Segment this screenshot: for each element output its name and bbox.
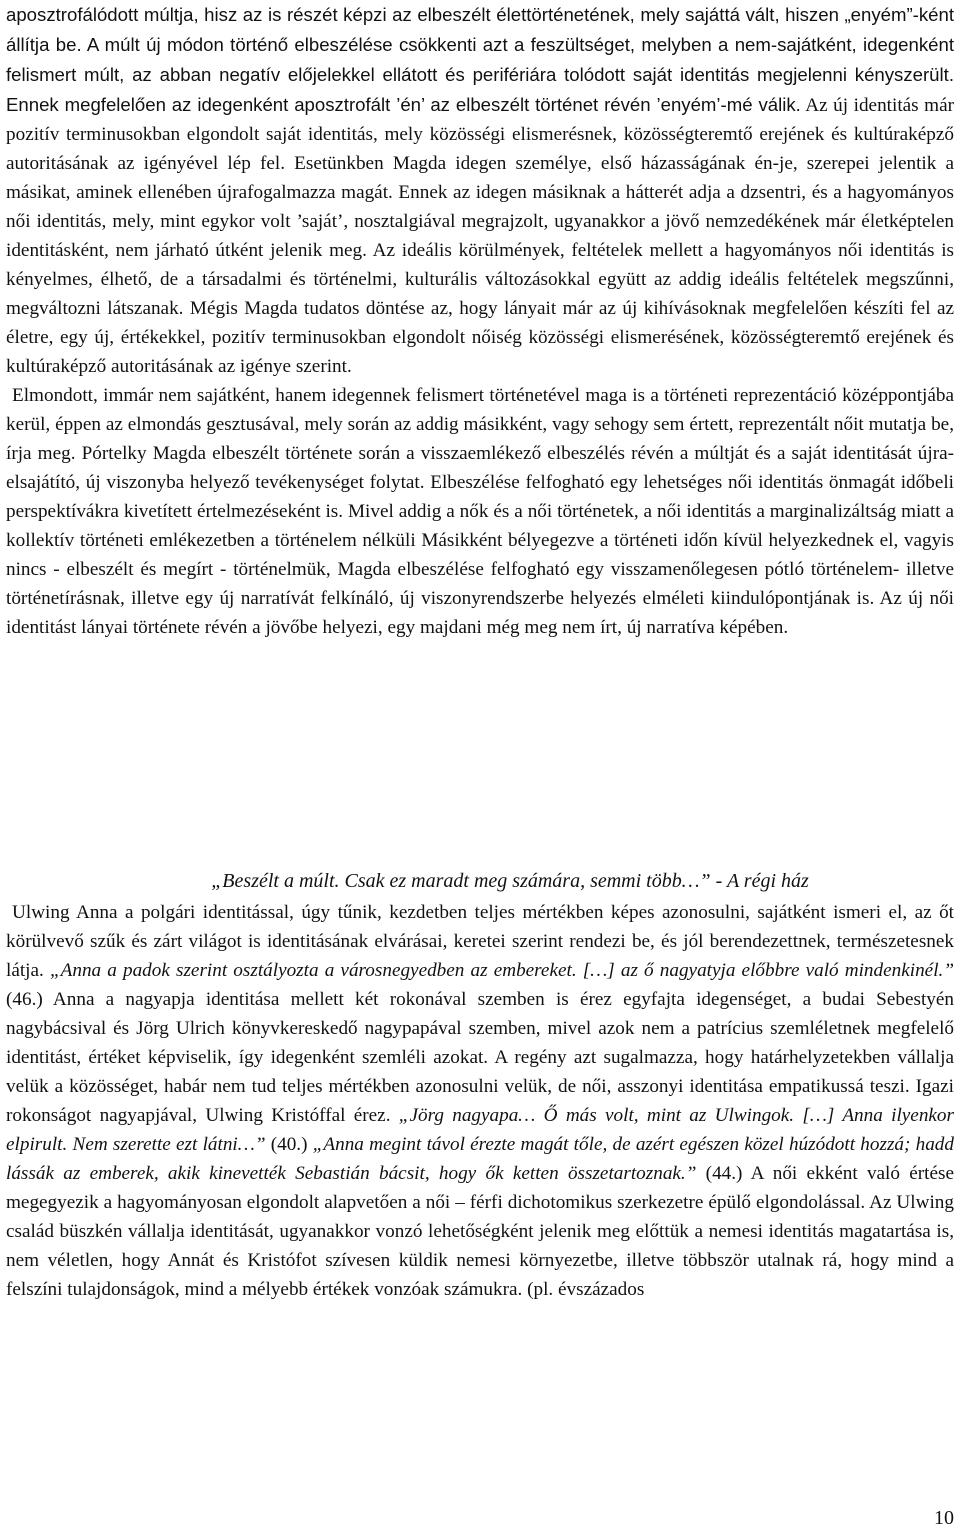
quote: „Anna a padok szerint osztályozta a városnegyedben az embereket. […] az ő nagyatyja előbbre való mindenkinél.” xyxy=(49,960,954,981)
serif-text-run: Esetünkben Magda idegen személye, első házasságának én-je, szerepei jelentik a másikat, aminek ellenében újrafogalmazza magát. Ennek az idegen másiknak a hátterét adja a dzsentri, és a hagyományos női identitás, mely, mint egykor volt ’saját’, nosztalgiával megrajzolt, ugyanakkor a jövő nemzedékének már életképtelen identitásként, nem járható útként jelenik meg. Az ideális körülmények, feltételek mellett a hagyományos női identitás is kényelmes, élhető, de a társadalmi és történelmi, kulturális változásokkal együtt az addig ideális feltételek megszűnni, megváltozni látszanak. Mégis Magda tudatos döntése az, hogy lányait már az új kihívásoknak megfelelően készíti fel az életre, egy új, értékekkel, pozitív terminusokban elgondolt nőiség közösségi elismerésének, közösségteremtő erejének és kultúraképző autoritásának az igénye szerint. xyxy=(6,153,954,377)
section-heading-text: „Beszélt a múlt. Csak ez maradt meg számára, semmi több…” - A régi ház xyxy=(211,870,809,892)
body-paragraph-1 xyxy=(6,0,954,642)
section-heading xyxy=(0,867,960,895)
quote: „Jörg nagyapa… Ő más volt, mint az Ulwingok. […] Anna ilyenkor elpirult. Nem szerette ezt látni…” xyxy=(6,1105,954,1155)
quote: „Anna megint távol érezte magát tőle, de azért egészen közel húzódott hozzá; hadd lássák az emberek, akik kinevették Sebastián bácsit, hogy ők ketten összetartoznak.” xyxy=(6,1134,954,1184)
text-run: (46.) Anna a nagyapja identitása mellett két rokonával szemben is érez egyfajta idegenséget, a budai Sebestyén nagybácsival és Jörg Ulrich könyvkereskedő nagypapával szemben, mivel azok nem a patrícius szemléletnek megfelelő identitást, értéket képviselik, így idegenként szemléli azokat. A regény azt sugalmazza, hogy határhelyzetekben vállalja velük a közösséget, habár nem tud teljes mértékben azonosulni velük, de női, asszonyi identitása empatikussá teszi. Igazi rokonságot nagyapjával, Ulwing Kristóffal érez. xyxy=(6,989,954,1126)
body-paragraph-2 xyxy=(6,898,954,1304)
sans-text-run: aposztrofálódott múltja, hisz az is részét képzi az elbeszélt élettörténetének, mely sajáttá vált, hiszen „enyém”-ként állítja be. A múlt új módon történő elbeszélése csökkenti azt a feszültséget, melyben a nem-sajátként, idegenként felismert múlt, az abban negatív előjelekkel ellátott és perifériára tolódott saját identitás megjelenni kényszerült. Ennek megfelelően az idegenként aposztrofált ’én’ az elbeszélt történet révén ’enyém’-mé válik. xyxy=(6,4,954,115)
serif-text-run: Elmondott, immár nem sajátként, hanem idegennek felismert történetével maga is a történeti reprezentáció középpontjába kerül, éppen az elmondás gesztusával, mely során az addig másikként, vagy sehogy sem értett, reprezentált nőit mutatja be, írja meg. Pórtelky Magda elbeszélt története során a visszaemlékező elbeszélés révén a múltját és a saját identitását újra-elsajátító, új viszonyba helyező tevékenységet folytat. Elbeszélése felfogható egy lehetséges női identitás önmagát időbeli perspektívákra kivetített értelmezéseként is. Mivel addig a nők és a női történetek, a női identitás a marginalizáltság miatt a kollektív történeti emlékezetben a történelem nélküli Másikként bélyegezve a történeti időn kívül helyezkednek el, vagyis nincs - elbeszélt és megírt - történelmük, Magda elbeszélése felfogható egy visszamenőlegesen pótló történelem- illetve történetírásnak, illetve egy új narratívát felkínáló, új viszonyrendszerbe helyezés elméleti kiindulópontjának is. Az új női identitást lányai története révén a jövőbe helyezi, egy majdani még meg nem írt, új narratíva képében. xyxy=(6,385,954,638)
text-run: (44.) A női ekként való értése megegyezik a hagyományosan elgondolt alapvetően a női – férfi dichotomikus szerkezetre épülő elgondolással. Az Ulwing család büszkén vállalja identitását, ugyanakkor vonzó lehetőségként jelenik meg előttük a nemesi identitás magatartása is, nem véletlen, hogy Annát és Kristófot szívesen küldik nemesi környezetbe, illetve többször utalnak rá, hogy mind a felszíni tulajdonságok, mind a mélyebb értékek vonzóak számukra. (pl. évszázados xyxy=(6,1163,954,1300)
serif-text-run: Az új identitás már pozitív terminusokban elgondolt saját identitás, mely közösségi elismerésnek, közösségteremtő erejének és kultúraképző autoritásának az igényével lép fel. xyxy=(6,95,954,174)
page-number: 10 xyxy=(934,1507,954,1529)
text-run: Ulwing Anna a polgári identitással, úgy tűnik, kezdetben teljes mértékben képes azonosulni, sajátként ismeri el, az őt körülvevő szűk és zárt világot is identitásának elvárásai, keretei szerint rendezi be, és jól berendezettnek, természetesnek látja. xyxy=(6,902,954,981)
text-run: (40.) xyxy=(265,1134,313,1155)
